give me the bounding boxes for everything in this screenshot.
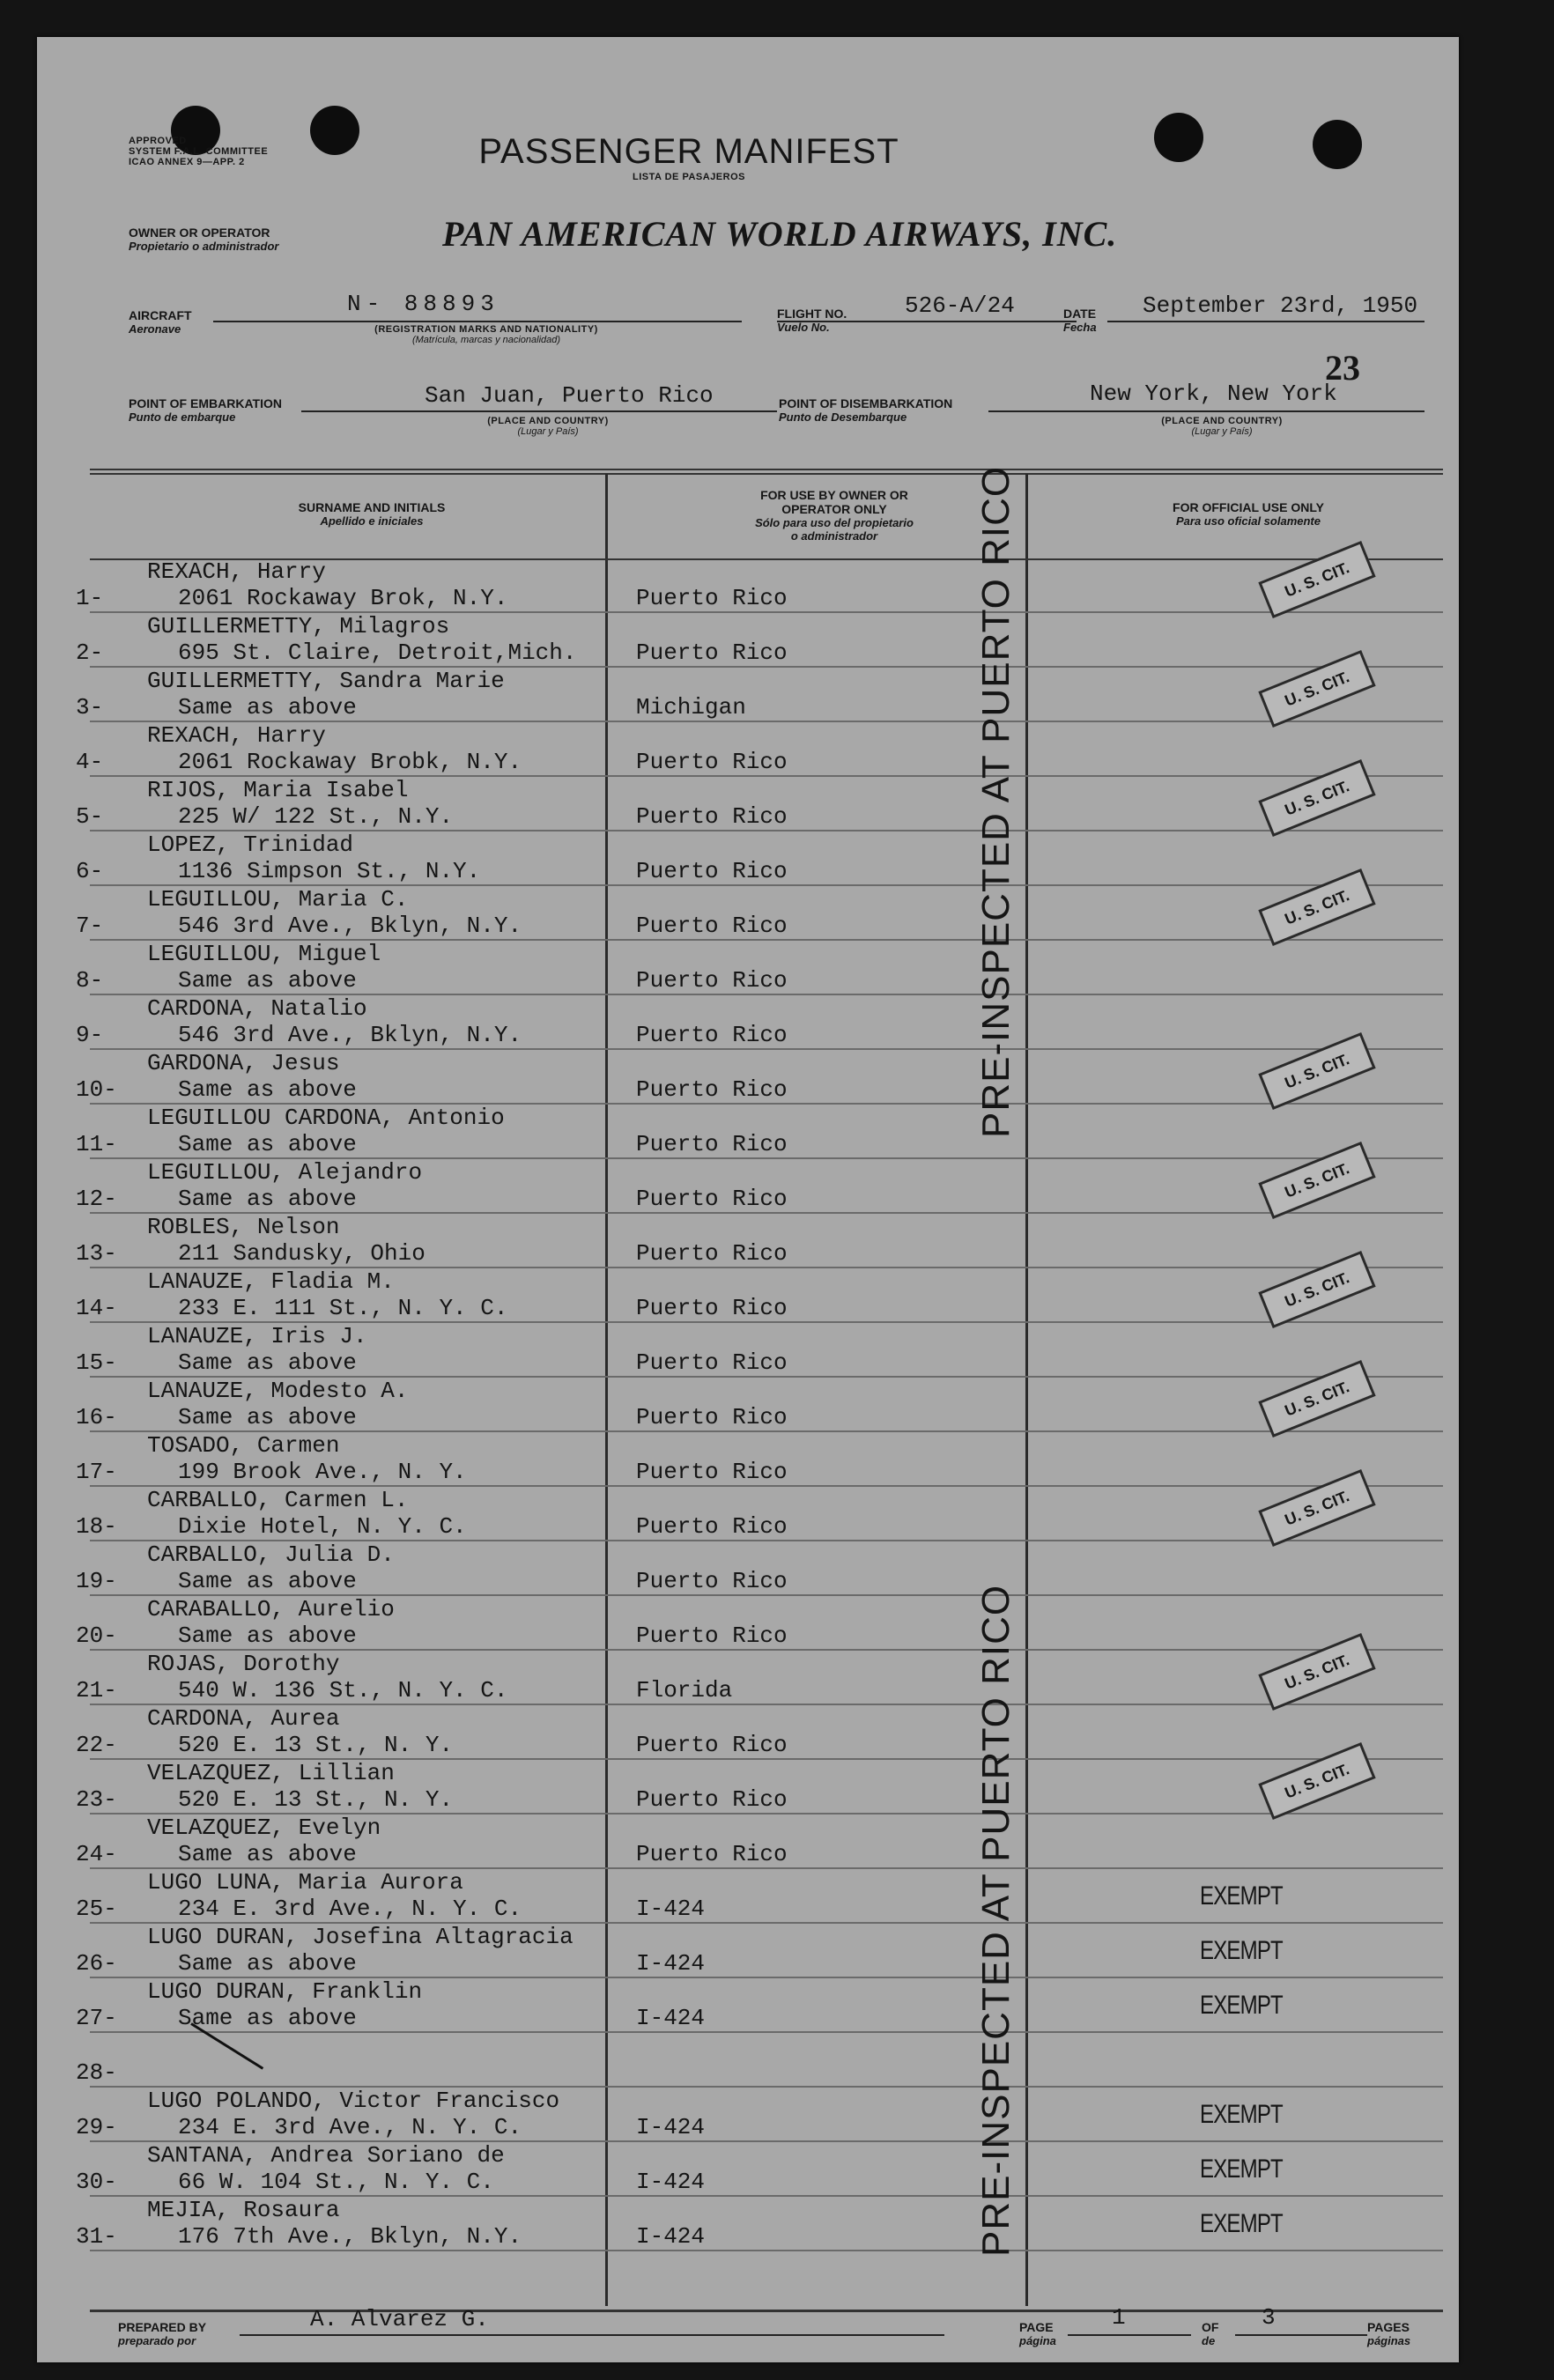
row-number: 1-	[76, 585, 104, 611]
table-row	[37, 1105, 1459, 1159]
place-caption: (PLACE AND COUNTRY)	[487, 416, 609, 426]
passenger-name: LEGUILLOU, Miguel	[147, 941, 381, 967]
passenger-address: Dixie Hotel, N. Y. C.	[178, 1513, 467, 1540]
passenger-name: CARABALLO, Aurelio	[147, 1596, 395, 1622]
page-title-es: LISTA DE PASAJEROS	[633, 172, 745, 182]
owner-use-entry: Puerto Rico	[636, 1786, 788, 1813]
owner-use-entry: I-424	[636, 1896, 706, 1922]
column-header-surname	[116, 500, 627, 528]
embark-value: San Juan, Puerto Rico	[425, 382, 714, 409]
table-row	[37, 886, 1459, 941]
disembark-label-text: POINT OF DISEMBARKATION	[779, 396, 953, 410]
row-number: 22-	[76, 1732, 117, 1758]
citizenship-stamp: U. S. CIT.	[1258, 541, 1375, 618]
approval-line: SYSTEM F.A.L. COMMITTEE	[129, 146, 269, 157]
passenger-address: 695 St. Claire, Detroit,Mich.	[178, 639, 577, 666]
prepared-label	[118, 2320, 206, 2347]
passenger-name: TOSADO, Carmen	[147, 1432, 340, 1459]
table-row	[37, 668, 1459, 722]
page-underline	[1068, 2334, 1191, 2336]
passenger-address: 176 7th Ave., Bklyn, N.Y.	[178, 2223, 522, 2250]
table-top-rule	[90, 473, 1443, 475]
row-number: 25-	[76, 1896, 117, 1922]
citizenship-stamp: U. S. CIT.	[1258, 1142, 1375, 1219]
date-label-text: DATE	[1063, 307, 1097, 321]
passenger-address: 199 Brook Ave., N. Y.	[178, 1459, 467, 1485]
prepared-label-text: PREPARED BY	[118, 2320, 207, 2334]
owner-use-entry: I-424	[636, 1950, 706, 1977]
owner-use-entry: Puerto Rico	[636, 1459, 788, 1485]
row-number: 10-	[76, 1076, 117, 1103]
table-row	[37, 1214, 1459, 1268]
table-row	[37, 777, 1459, 832]
aircraft-label-es: Aeronave	[129, 322, 181, 336]
pages-label-text: PAGES	[1367, 2320, 1410, 2334]
passenger-address: 66 W. 104 St., N. Y. C.	[178, 2169, 494, 2195]
row-number: 15-	[76, 1349, 117, 1376]
row-number: 27-	[76, 2005, 117, 2031]
owner-label-text: OWNER OR OPERATOR	[129, 225, 270, 240]
exempt-stamp: EXEMPT	[1200, 1936, 1283, 1965]
title-block	[460, 132, 918, 182]
table-row	[37, 1651, 1459, 1705]
citizenship-stamp: U. S. CIT.	[1258, 759, 1375, 837]
place-caption: (PLACE AND COUNTRY)	[1161, 416, 1283, 426]
pages-value: 3	[1262, 2304, 1276, 2331]
exempt-stamp: EXEMPT	[1200, 2100, 1283, 2129]
passenger-name: LANAUZE, Fladia M.	[147, 1268, 395, 1295]
owner-use-entry: Puerto Rico	[636, 1131, 788, 1157]
place-caption-es: (Lugar y País)	[1191, 426, 1253, 437]
column-header-owner-use-text: FOR USE BY OWNER OR OPERATOR ONLY	[760, 488, 908, 516]
passenger-address: 234 E. 3rd Ave., N. Y. C.	[178, 1896, 522, 1922]
table-row	[37, 1705, 1459, 1760]
owner-use-entry: Puerto Rico	[636, 1240, 788, 1267]
punch-hole	[310, 106, 359, 155]
of-label-text: OF	[1202, 2320, 1219, 2334]
row-number: 23-	[76, 1786, 117, 1813]
table-row	[37, 1159, 1459, 1214]
row-number: 4-	[76, 749, 104, 775]
row-number: 24-	[76, 1841, 117, 1867]
airline-name: PAN AMERICAN WORLD AIRWAYS, INC.	[442, 214, 1118, 254]
passenger-name: REXACH, Harry	[147, 722, 326, 749]
owner-label	[129, 225, 278, 253]
passenger-name: RIJOS, Maria Isabel	[147, 777, 409, 803]
pre-inspected-stamp: PRE-INSPECTED AT PUERTO RICO	[974, 1584, 1018, 2257]
passenger-address: 211 Sandusky, Ohio	[178, 1240, 426, 1267]
aircraft-value: N- 88893	[347, 291, 500, 317]
of-label-es: de	[1202, 2334, 1216, 2347]
passenger-address: Same as above	[178, 1404, 357, 1430]
disembark-value: New York, New York	[1090, 381, 1337, 407]
owner-use-entry: Puerto Rico	[636, 913, 788, 939]
flight-label-text: FLIGHT NO.	[777, 307, 847, 321]
exempt-stamp: EXEMPT	[1200, 2209, 1283, 2238]
passenger-name: CARBALLO, Julia D.	[147, 1541, 395, 1568]
embark-underline	[301, 410, 777, 412]
row-number: 20-	[76, 1622, 117, 1649]
owner-use-entry: Puerto Rico	[636, 1513, 788, 1540]
disembark-label	[779, 396, 952, 424]
approval-line: APPROVED	[129, 136, 187, 146]
passenger-name: GUILLERMETTY, Milagros	[147, 613, 450, 639]
embark-label-text: POINT OF EMBARKATION	[129, 396, 282, 410]
passenger-address: 234 E. 3rd Ave., N. Y. C.	[178, 2114, 522, 2140]
date-value: September 23rd, 1950	[1143, 292, 1418, 319]
owner-use-entry: I-424	[636, 2223, 706, 2250]
registration-caption-es: (Matrícula, marcas y nacionalidad)	[411, 335, 561, 345]
passenger-name: LOPEZ, Trinidad	[147, 832, 354, 858]
passenger-name: GARDONA, Jesus	[147, 1050, 340, 1076]
exempt-stamp: EXEMPT	[1200, 1991, 1283, 2020]
table-row	[37, 1596, 1459, 1651]
citizenship-stamp: U. S. CIT.	[1258, 1360, 1375, 1438]
passenger-address: 2061 Rockaway Brobk, N.Y.	[178, 749, 522, 775]
passenger-address: Same as above	[178, 967, 357, 994]
table-row	[37, 1050, 1459, 1105]
table-row	[37, 1760, 1459, 1815]
passenger-name: ROBLES, Nelson	[147, 1214, 340, 1240]
row-number: 3-	[76, 694, 104, 721]
citizenship-stamp: U. S. CIT.	[1258, 1742, 1375, 1820]
passenger-name: LUGO DURAN, Josefina Altagracia	[147, 1924, 574, 1950]
column-header-owner-use	[671, 488, 997, 543]
passenger-address: 2061 Rockaway Brok, N.Y.	[178, 585, 508, 611]
row-number: 5-	[76, 803, 104, 830]
owner-use-entry: Puerto Rico	[636, 1022, 788, 1048]
row-rule	[90, 2250, 1443, 2251]
table-row	[37, 995, 1459, 1050]
owner-use-entry: Puerto Rico	[636, 1568, 788, 1594]
row-number: 18-	[76, 1513, 117, 1540]
punch-hole	[1313, 120, 1362, 169]
pages-label	[1367, 2320, 1410, 2347]
passenger-address: Same as above	[178, 694, 357, 721]
table-row	[37, 1487, 1459, 1541]
flight-underline	[777, 321, 1077, 322]
row-number: 12-	[76, 1186, 117, 1212]
row-number: 28-	[76, 2059, 117, 2086]
table-top-rule	[90, 469, 1443, 470]
owner-use-entry: Puerto Rico	[636, 803, 788, 830]
column-header-owner-use-es: Sólo para uso del propietario o administrador	[755, 516, 914, 543]
exempt-stamp: EXEMPT	[1200, 1881, 1283, 1911]
aircraft-label	[129, 308, 192, 336]
handwritten-number: 23	[1325, 348, 1360, 388]
row-number: 16-	[76, 1404, 117, 1430]
citizenship-stamp: U. S. CIT.	[1258, 1032, 1375, 1110]
embark-label	[129, 396, 282, 424]
page-title: PASSENGER MANIFEST	[478, 132, 899, 171]
page-label	[1019, 2320, 1056, 2347]
owner-label-es: Propietario o administrador	[129, 240, 279, 253]
table-row	[37, 2142, 1459, 2197]
embark-caption	[460, 416, 636, 437]
table-row	[37, 2088, 1459, 2142]
table-row	[37, 1978, 1459, 2033]
row-number: 13-	[76, 1240, 117, 1267]
pages-underline	[1235, 2334, 1367, 2336]
flight-label-es: Vuelo No.	[777, 321, 830, 334]
page-label-es: página	[1019, 2334, 1056, 2347]
passenger-address: 546 3rd Ave., Bklyn, N.Y.	[178, 913, 522, 939]
approval-line: ICAO ANNEX 9—APP. 2	[129, 157, 245, 167]
approval-block	[129, 136, 268, 167]
row-number: 8-	[76, 967, 104, 994]
passenger-address: 520 E. 13 St., N. Y.	[178, 1732, 454, 1758]
passenger-name: LUGO LUNA, Maria Aurora	[147, 1869, 463, 1896]
passenger-address: 233 E. 111 St., N. Y. C.	[178, 1295, 508, 1321]
passenger-address: Same as above	[178, 1186, 357, 1212]
table-row	[37, 722, 1459, 777]
embark-label-es: Punto de embarque	[129, 410, 236, 424]
registration-caption	[337, 324, 636, 345]
passenger-address: 1136 Simpson St., N.Y.	[178, 858, 481, 884]
owner-use-entry: Puerto Rico	[636, 1841, 788, 1867]
owner-use-entry: Puerto Rico	[636, 585, 788, 611]
aircraft-label-text: AIRCRAFT	[129, 308, 192, 322]
passenger-name: SANTANA, Andrea Soriano de	[147, 2142, 505, 2169]
owner-use-entry: Puerto Rico	[636, 1186, 788, 1212]
citizenship-stamp: U. S. CIT.	[1258, 1633, 1375, 1711]
passenger-name: LUGO POLANDO, Victor Francisco	[147, 2088, 560, 2114]
table-row	[37, 1869, 1459, 1924]
table-row	[37, 1268, 1459, 1323]
prepared-underline	[240, 2334, 944, 2336]
passenger-name: LEGUILLOU CARDONA, Antonio	[147, 1105, 505, 1131]
owner-use-entry: I-424	[636, 2169, 706, 2195]
citizenship-stamp: U. S. CIT.	[1258, 868, 1375, 946]
table-row	[37, 558, 1459, 613]
column-header-official-text: FOR OFFICIAL USE ONLY	[1173, 500, 1324, 514]
table-bottom-rule	[90, 2310, 1443, 2312]
table-row	[37, 613, 1459, 668]
table-row	[37, 832, 1459, 886]
owner-use-entry: Puerto Rico	[636, 967, 788, 994]
row-number: 21-	[76, 1677, 117, 1704]
row-number: 31-	[76, 2223, 117, 2250]
registration-caption-text: (REGISTRATION MARKS AND NATIONALITY)	[374, 324, 598, 335]
passenger-name: VELAZQUEZ, Lillian	[147, 1760, 395, 1786]
owner-use-entry: Puerto Rico	[636, 639, 788, 666]
passenger-address: Same as above	[178, 2005, 357, 2031]
owner-use-entry: Puerto Rico	[636, 1076, 788, 1103]
punch-hole	[1154, 113, 1203, 162]
column-header-surname-text: SURNAME AND INITIALS	[298, 500, 446, 514]
passenger-address: Same as above	[178, 1076, 357, 1103]
passenger-name: CARDONA, Natalio	[147, 995, 367, 1022]
row-number: 17-	[76, 1459, 117, 1485]
passenger-name: LEGUILLOU, Maria C.	[147, 886, 409, 913]
place-caption-es: (Lugar y País)	[517, 426, 579, 437]
citizenship-stamp: U. S. CIT.	[1258, 1469, 1375, 1547]
row-number: 7-	[76, 913, 104, 939]
pages-label-es: páginas	[1367, 2334, 1411, 2347]
owner-use-entry: Puerto Rico	[636, 1732, 788, 1758]
table-row	[37, 2197, 1459, 2251]
owner-use-entry: Michigan	[636, 694, 746, 721]
table-row	[37, 1378, 1459, 1432]
citizenship-stamp: U. S. CIT.	[1258, 650, 1375, 728]
date-underline	[1107, 321, 1424, 322]
passenger-name: VELAZQUEZ, Evelyn	[147, 1815, 381, 1841]
passenger-name: ROJAS, Dorothy	[147, 1651, 340, 1677]
passenger-address: Same as above	[178, 1950, 357, 1977]
column-header-surname-es: Apellido e iniciales	[320, 514, 424, 528]
page-label-text: PAGE	[1019, 2320, 1054, 2334]
row-number: 11-	[76, 1131, 117, 1157]
passenger-address: Same as above	[178, 1622, 357, 1649]
manifest-sheet	[37, 37, 1459, 2362]
passenger-address: Same as above	[178, 1568, 357, 1594]
owner-use-entry: Florida	[636, 1677, 733, 1704]
column-header-official	[1077, 500, 1420, 528]
owner-use-entry: Puerto Rico	[636, 1349, 788, 1376]
owner-use-entry: Puerto Rico	[636, 1404, 788, 1430]
table-row	[37, 941, 1459, 995]
passenger-address: 540 W. 136 St., N. Y. C.	[178, 1677, 508, 1704]
passenger-name: LUGO DURAN, Franklin	[147, 1978, 423, 2005]
owner-use-entry: Puerto Rico	[636, 749, 788, 775]
passenger-name: LEGUILLOU, Alejandro	[147, 1159, 423, 1186]
disembark-underline	[988, 410, 1424, 412]
prepared-label-es: preparado por	[118, 2334, 196, 2347]
row-number: 29-	[76, 2114, 117, 2140]
row-number: 26-	[76, 1950, 117, 1977]
passenger-name: CARDONA, Aurea	[147, 1705, 340, 1732]
owner-use-entry: Puerto Rico	[636, 1295, 788, 1321]
table-row	[37, 1924, 1459, 1978]
exempt-stamp: EXEMPT	[1200, 2155, 1283, 2184]
disembark-label-es: Punto de Desembarque	[779, 410, 907, 424]
passenger-address: 546 3rd Ave., Bklyn, N.Y.	[178, 1022, 522, 1048]
owner-use-entry: Puerto Rico	[636, 1622, 788, 1649]
table-row	[37, 1323, 1459, 1378]
passenger-address: Same as above	[178, 1349, 357, 1376]
passenger-address: 520 E. 13 St., N. Y.	[178, 1786, 454, 1813]
citizenship-stamp: U. S. CIT.	[1258, 1251, 1375, 1328]
table-row	[37, 1432, 1459, 1487]
date-label	[1063, 307, 1097, 334]
row-number: 6-	[76, 858, 104, 884]
passenger-list	[37, 558, 1459, 2306]
pre-inspected-stamp: PRE-INSPECTED AT PUERTO RICO	[974, 465, 1018, 1138]
row-number: 9-	[76, 1022, 104, 1048]
disembark-caption	[1134, 416, 1310, 437]
flight-value: 526-A/24	[905, 292, 1015, 319]
passenger-name: REXACH, Harry	[147, 558, 326, 585]
page-value: 1	[1112, 2304, 1126, 2331]
passenger-address: 225 W/ 122 St., N.Y.	[178, 803, 454, 830]
row-number: 30-	[76, 2169, 117, 2195]
passenger-address: Same as above	[178, 1841, 357, 1867]
passenger-name: LANAUZE, Iris J.	[147, 1323, 367, 1349]
date-label-es: Fecha	[1063, 321, 1097, 334]
row-number: 19-	[76, 1568, 117, 1594]
passenger-name: CARBALLO, Carmen L.	[147, 1487, 409, 1513]
passenger-name: MEJIA, Rosaura	[147, 2197, 340, 2223]
table-row	[37, 1541, 1459, 1596]
aircraft-underline	[213, 321, 742, 322]
passenger-name: LANAUZE, Modesto A.	[147, 1378, 409, 1404]
passenger-address: Same as above	[178, 1131, 357, 1157]
passenger-name: GUILLERMETTY, Sandra Marie	[147, 668, 505, 694]
column-header-official-es: Para uso oficial solamente	[1175, 514, 1321, 528]
row-number: 2-	[76, 639, 104, 666]
prepared-by-value: A. Alvarez G.	[310, 2306, 489, 2332]
of-label	[1202, 2320, 1218, 2347]
owner-use-entry: Puerto Rico	[636, 858, 788, 884]
table-row	[37, 1815, 1459, 1869]
row-number: 14-	[76, 1295, 117, 1321]
owner-use-entry: I-424	[636, 2114, 706, 2140]
owner-use-entry: I-424	[636, 2005, 706, 2031]
